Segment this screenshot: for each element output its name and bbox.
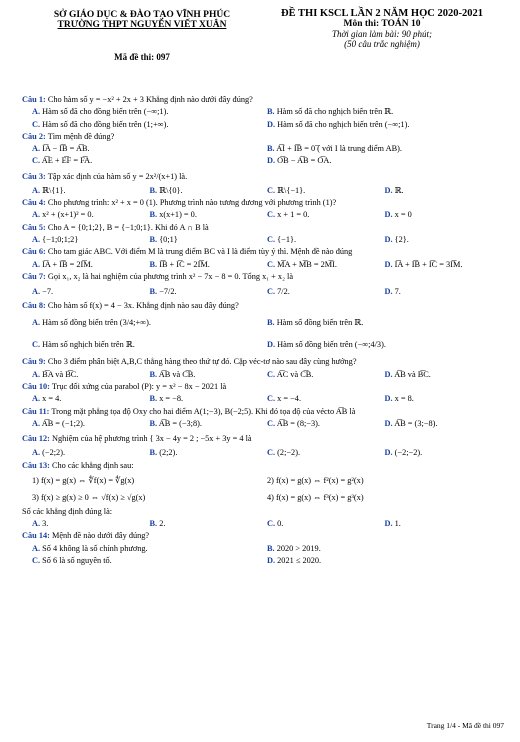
question-9 [22,356,502,381]
department-name: SỞ GIÁO DỤC & ĐÀO TẠO VĨNH PHÚC [53,10,231,20]
option-a[interactable]: A. x = 4. [32,394,62,404]
option-a[interactable]: A. Hàm số đã cho đồng biến trên (−∞;1). [32,107,169,117]
option-d[interactable]: D. A͞B và B͞C. [384,369,431,379]
question-8 [22,300,502,356]
option-b[interactable]: B. 2. [149,519,166,529]
question-label: Câu 2: [22,131,46,141]
option-c[interactable]: C. 0. [267,519,284,529]
question-label: Câu 13: [22,460,50,470]
option-b[interactable]: B. (2;2). [149,448,178,458]
option-c[interactable]: C. Số 6 là số nguyên tố. [32,556,112,566]
option-d[interactable]: D. (−2;−2). [384,448,423,458]
question-text: Gọi x₁, x₂ là hai nghiệm của phương trình x² − 7x − 8 = 0. Tổng x₁ + x₂ là [47,271,294,281]
option-d[interactable]: D. Hàm số đồng biến trên (−∞;4/3). [267,340,386,350]
option-a[interactable]: A. I͞A − I͞B = A͞B. [32,144,90,154]
option-c[interactable]: C. Hàm số nghịch biến trên ℝ. [32,340,135,350]
option-d[interactable]: D. O͞B − A͞B = O͞A. [267,156,332,166]
question-text: Cho các khẳng định sau: [51,460,134,470]
option-c[interactable]: C. ℝ\{−1}. [267,185,306,195]
question-14 [22,530,502,567]
claim-4: 4) f(x) = g(x) ⇔ f³(x) = g³(x) [267,492,364,502]
option-a[interactable]: A. ℝ\{1}. [32,185,66,195]
question-text: Nghiệm của hệ phương trình { 3x − 4y = 2 ; −5x + 3y = 4 là [51,434,252,444]
question-text: Mệnh đề nào dưới đây đúng? [51,531,150,541]
option-c[interactable]: C. x = −4. [267,394,302,404]
option-c[interactable]: C. 7/2. [267,287,290,297]
option-d[interactable]: D. 2021 ≤ 2020. [267,556,322,566]
question-label: Câu 6: [22,247,46,257]
question-text: Cho hàm số f(x) = 4 − 3x. Khẳng định nào sau đây đúng? [47,301,239,311]
questions [22,94,502,567]
exam-code: Mã đề thi: 097 [114,52,170,62]
question-3 [22,168,502,197]
question-label: Câu 11: [22,406,50,416]
option-c[interactable]: C. M͞A + M͞B = 2M͞I. [267,259,337,269]
option-a[interactable]: A. (−2;2). [32,448,66,458]
option-c[interactable]: C. A͞E + E͞F = F͞A. [32,156,93,166]
option-b[interactable]: B. x(x+1) = 0. [149,210,197,220]
question-label: Câu 7: [22,271,46,281]
claim-3: 3) f(x) ≥ g(x) ≥ 0 ⇔ √f(x) ≥ √g(x) [32,492,146,502]
option-a[interactable]: A. Số 4 không là số chính phương. [32,543,148,553]
option-b[interactable]: B. A͞B = (−3;8). [149,418,202,428]
option-d[interactable]: D. I͞A + I͞B + I͞C = 3I͞M. [384,259,463,269]
question-2 [22,131,502,168]
option-d[interactable]: D. 1. [384,519,401,529]
question-11 [22,406,502,431]
option-d[interactable]: D. x = 0 [384,210,412,220]
question-label: Câu 14: [22,531,50,541]
option-c[interactable]: C. (2;−2). [267,448,301,458]
claim-2: 2) f(x) = g(x) ⇔ f²(x) = g²(x) [267,475,364,485]
option-a[interactable]: A. I͞A + I͞B = 2I͞M. [32,259,93,269]
option-b[interactable]: B. 2020 > 2019. [267,543,321,553]
question-text: Cho phương trình: x² + x = 0 (1). Phương trình nào tương đương với phương trình (1)? [47,198,337,208]
question-label: Câu 12: [22,434,50,444]
option-d[interactable]: D. 7. [384,287,401,297]
question-label: Câu 3: [22,171,46,181]
question-text: Trục đối xứng của parabol (P): y = x² − 8x − 2021 là [51,382,227,392]
question-text: Cho hàm số y = −x² + 2x + 3 Khẳng định nào dưới đây đúng? [47,95,253,104]
question-text: Cho tam giác ABC. Với điểm M là trung điểm BC và I là điểm tùy ý thì. Mệnh đề nào đúng [47,247,353,257]
option-b[interactable]: B. A͞B và C͞B. [149,369,196,379]
claim-1: 1) f(x) = g(x) ⇔ ∜f(x) = ∜g(x) [32,475,135,485]
question-label: Câu 1: [22,95,46,104]
question-text: Cho A = {0;1;2}, B = {−1;0;1}. Khi đó A ∩ B là [47,222,209,232]
question-label: Câu 4: [22,198,46,208]
option-c[interactable]: C. A͞B = (8;−3). [267,418,320,428]
question-count: (50 câu trắc nghiệm) [344,39,420,49]
exam-time: Thời gian làm bài: 90 phút; [331,29,433,39]
question-text: Cho 3 điểm phân biệt A,B,C thẳng hàng theo thứ tự đó. Cặp véc-tơ nào sau đây cùng hướng? [47,357,357,367]
option-c[interactable]: C. x + 1 = 0. [267,210,310,220]
option-d[interactable]: D. ℝ. [384,185,404,195]
option-b[interactable]: B. Hàm số đồng biến trên ℝ. [267,318,364,328]
page-footer: Trang 1/4 - Mã đề thi 097 [426,721,504,730]
question-6 [22,246,502,271]
question-text: Tập xác định của hàm số y = 2x²/(x+1) là. [47,171,188,181]
exam-subject: Môn thi: TOÁN 10 [343,19,421,29]
option-b[interactable]: B. Hàm số đã cho nghịch biến trên ℝ. [267,107,394,117]
question-4 [22,197,502,222]
question-12 [22,430,502,459]
question-label: Câu 9: [22,357,46,367]
exam-title: ĐỀ THI KSCL LẦN 2 NĂM HỌC 2020-2021 [281,8,483,19]
question-label: Câu 10: [22,382,50,392]
option-a[interactable]: A. Hàm số đồng biến trên (3/4;+∞). [32,318,151,328]
question-label: Câu 5: [22,222,46,232]
option-c[interactable]: C. Hàm số đã cho đồng biến trên (1;+∞). [32,119,169,129]
option-a[interactable]: A. −7. [32,287,54,297]
option-c[interactable]: C. {−1}. [267,234,297,244]
option-a[interactable]: A. {−1;0;1;2} [32,234,79,244]
question-text: Trong mặt phẳng tọa độ Oxy cho hai điểm A(1;−3), B(−2;5). Khi đó tọa độ của vécto A͞B là [51,406,356,416]
option-b[interactable]: B. {0;1} [149,234,178,244]
question-list [22,94,502,460]
option-a[interactable]: A. x² + (x+1)² = 0. [32,210,94,220]
option-d[interactable]: D. Hàm số đã cho nghịch biến trên (−∞;1). [267,119,410,129]
question-label: Câu 8: [22,301,46,311]
question-10 [22,381,502,406]
question-5 [22,222,502,247]
option-d[interactable]: D. A͞B = (3;−8). [384,418,438,428]
question-1 [22,94,502,131]
option-d[interactable]: D. {2}. [384,234,409,244]
option-a[interactable]: A. A͞B = (−1;2). [32,418,85,428]
option-b[interactable]: B. ℝ\{0}. [149,185,183,195]
option-c[interactable]: C. A͞C và C͞B. [267,369,314,379]
header-right [262,8,502,49]
header-left [22,10,262,62]
option-b[interactable]: B. −7/2. [149,287,177,297]
question-prompt: Số các khẳng định đúng là: [22,506,113,516]
option-a[interactable]: A. 3. [32,519,49,529]
question-13 [22,460,502,531]
option-b[interactable]: B. A͞I + I͞B = 0͞ ( với I là trung điểm AB). [267,144,402,154]
question-7 [22,271,502,300]
school-name: TRƯỜNG THPT NGUYỄN VIẾT XUÂN [57,20,227,30]
option-a[interactable]: A. B͞A và B͞C. [32,369,79,379]
option-d[interactable]: D. x = 8. [384,394,414,404]
question-text: Tìm mệnh đề đúng? [47,131,115,141]
option-b[interactable]: B. I͞B + I͞C = 2I͞M. [149,259,210,269]
option-b[interactable]: B. x = −8. [149,394,184,404]
